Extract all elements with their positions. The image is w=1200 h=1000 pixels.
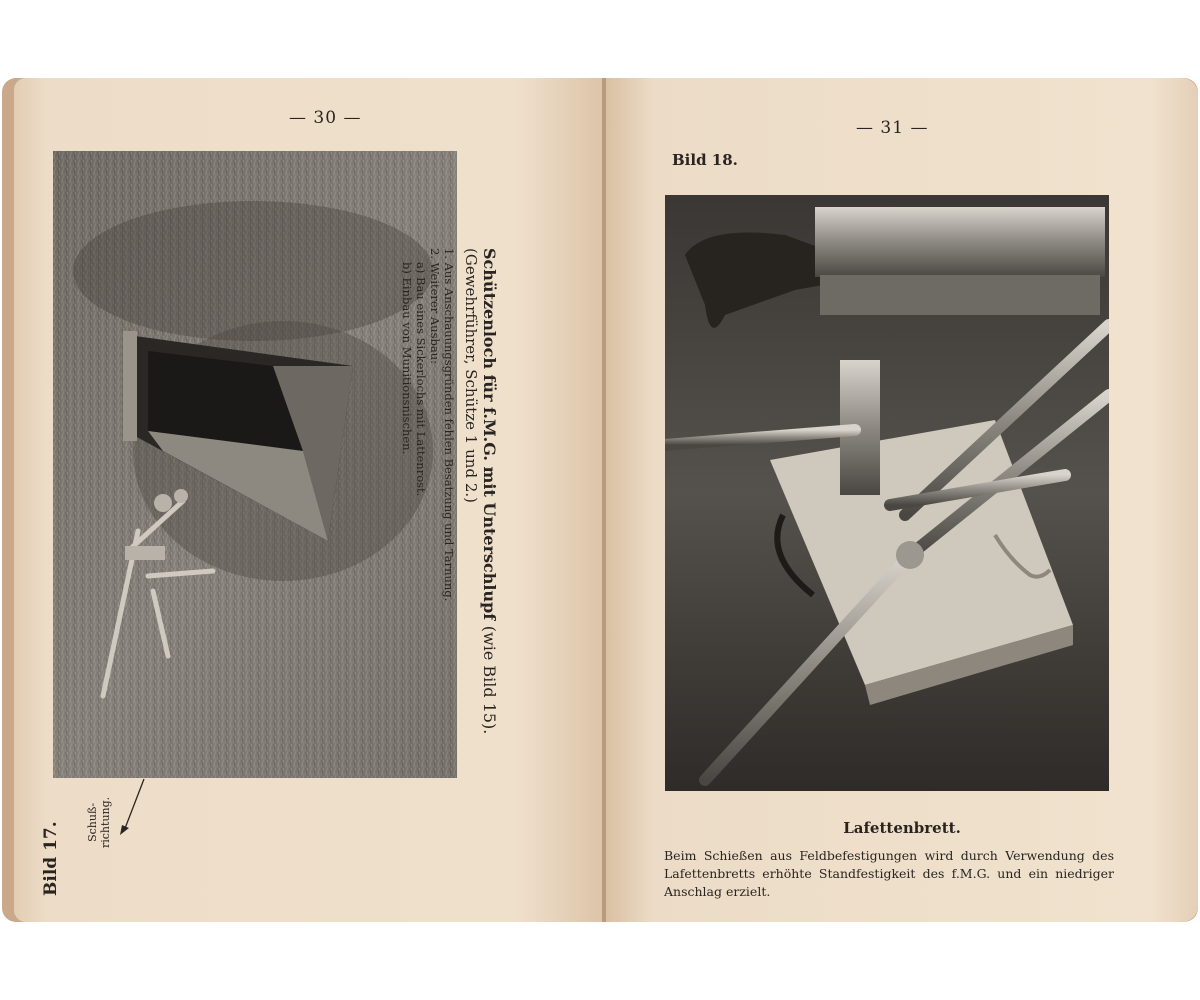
figure-label: Bild 18.: [672, 151, 738, 169]
firing-direction-label: Schuß- richtung.: [86, 796, 112, 848]
caption-ref: (wie Bild 15).: [480, 625, 499, 735]
trench-photo: [53, 151, 457, 778]
caption-title: Schützenloch für f.M.G. mit Unterschlupf: [480, 248, 499, 621]
caption-subtitle: (Gewehrführer, Schütze 1 und 2.): [462, 248, 480, 503]
body-text: Beim Schießen aus Feldbefestigungen wird durch Verwendung des Lafettenbretts erhöhte Standfestigkeit des f.M.G. und ein niedriger Anschlag erzielt.: [664, 848, 1114, 899]
list-item: a) Bau eines Sickerlochs mit Lattenrost.: [414, 262, 428, 497]
mount-board-photo: [665, 195, 1109, 791]
page-number: — 30 —: [289, 108, 362, 128]
caption-block-fig17: [400, 248, 498, 734]
left-page: [14, 78, 604, 922]
page-number: — 31 —: [856, 118, 929, 138]
right-page: [606, 78, 1198, 922]
arrow-icon: [114, 773, 154, 843]
list-item: 1. Aus Anschauungsgründen fehlen Besatzung und Tarnung.: [442, 248, 456, 602]
title: Lafettenbrett.: [843, 819, 961, 837]
figure-label: Bild 17.: [41, 821, 61, 896]
list-item: 2. Weiterer Ausbau:: [428, 248, 442, 364]
list-item: b) Einbau von Munitionsnischen.: [400, 262, 414, 455]
open-book: [2, 78, 1198, 922]
